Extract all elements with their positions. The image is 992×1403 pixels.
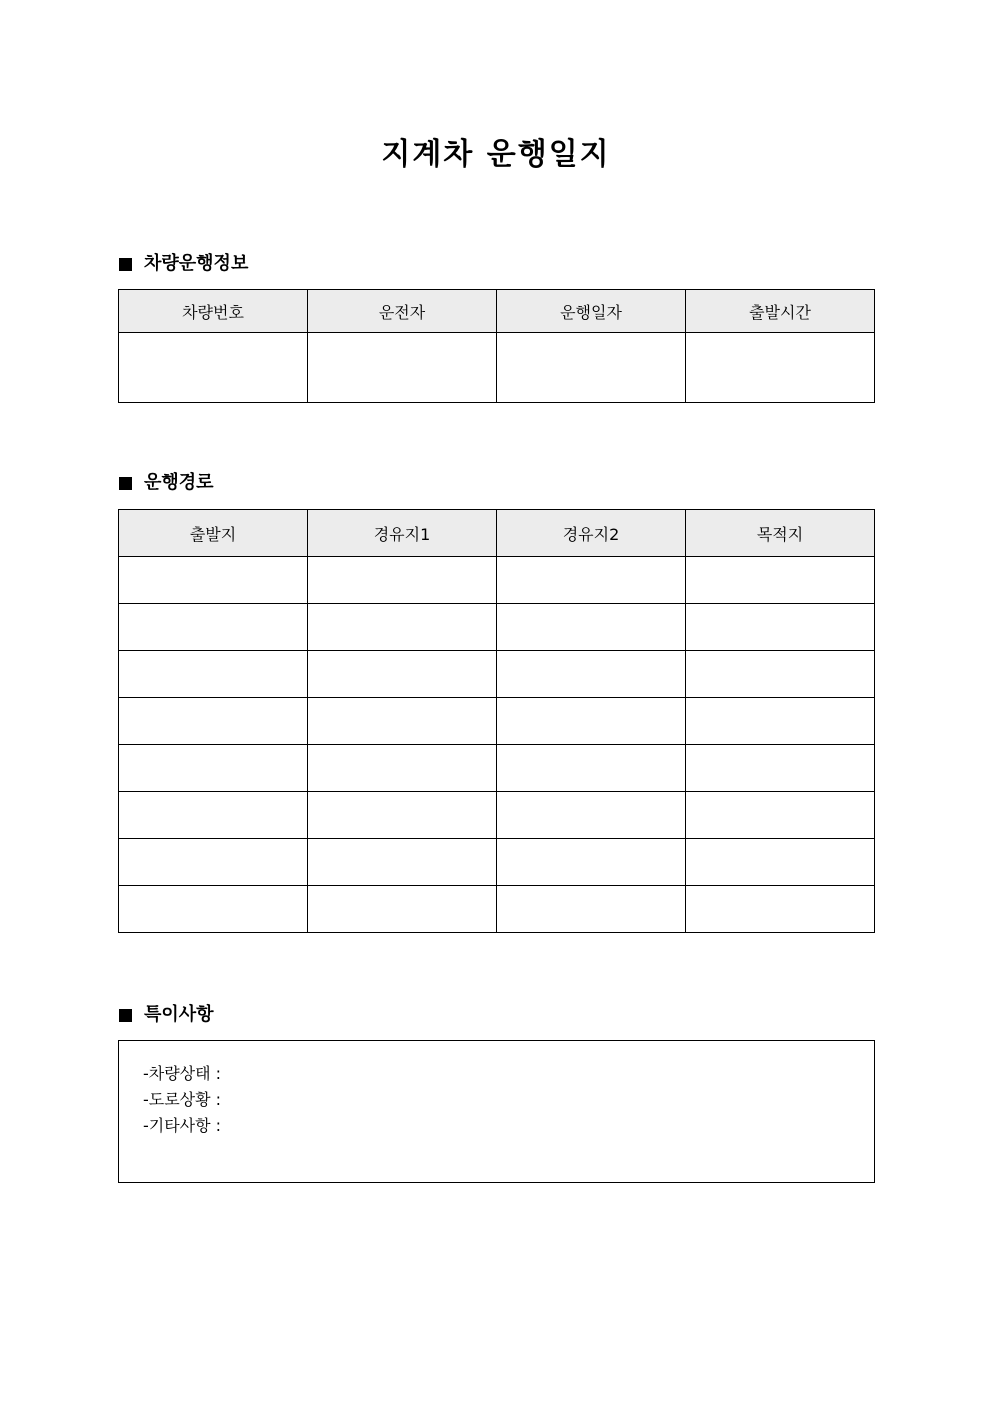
origin-cell[interactable] — [119, 792, 308, 839]
destination-cell[interactable] — [686, 651, 875, 698]
destination-cell[interactable] — [686, 557, 875, 604]
destination-cell[interactable] — [686, 886, 875, 933]
table-row — [119, 557, 875, 604]
departure-time-cell[interactable] — [686, 333, 875, 403]
vehicle-number-cell[interactable] — [119, 333, 308, 403]
driver-cell[interactable] — [308, 333, 497, 403]
operation-date-cell[interactable] — [497, 333, 686, 403]
destination-cell[interactable] — [686, 839, 875, 886]
route-header-row — [119, 510, 875, 557]
square-bullet-icon — [119, 477, 132, 490]
waypoint-1-cell[interactable] — [308, 839, 497, 886]
route-table — [118, 509, 875, 933]
column-header-destination: 목적지 — [686, 510, 875, 557]
waypoint-2-cell[interactable] — [497, 698, 686, 745]
destination-cell[interactable] — [686, 745, 875, 792]
vehicle-info-table — [118, 289, 875, 403]
table-row — [119, 698, 875, 745]
route-heading-label: 운행경로 — [144, 472, 214, 493]
waypoint-1-cell[interactable] — [308, 604, 497, 651]
square-bullet-icon — [119, 258, 132, 271]
waypoint-2-cell[interactable] — [497, 745, 686, 792]
destination-cell[interactable] — [686, 698, 875, 745]
waypoint-2-cell[interactable] — [497, 604, 686, 651]
column-header-departure-time: 출발시간 — [686, 290, 875, 333]
waypoint-2-cell[interactable] — [497, 557, 686, 604]
column-header-operation-date: 운행일자 — [497, 290, 686, 333]
origin-cell[interactable] — [119, 745, 308, 792]
column-header-driver: 운전자 — [308, 290, 497, 333]
origin-cell[interactable] — [119, 886, 308, 933]
vehicle-condition-line: -차량상태 : — [143, 1064, 222, 1083]
vehicle-info-heading — [119, 252, 248, 276]
route-heading — [119, 471, 214, 495]
origin-cell[interactable] — [119, 839, 308, 886]
column-header-waypoint-2: 경유지2 — [497, 510, 686, 557]
waypoint-1-cell[interactable] — [308, 651, 497, 698]
waypoint-1-cell[interactable] — [308, 745, 497, 792]
origin-cell[interactable] — [119, 651, 308, 698]
table-row — [119, 333, 875, 403]
table-row — [119, 839, 875, 886]
column-header-waypoint-1: 경유지1 — [308, 510, 497, 557]
other-matters-line: -기타사항 : — [143, 1116, 222, 1135]
table-row — [119, 745, 875, 792]
remarks-heading — [119, 1003, 214, 1027]
remarks-heading-label: 특이사항 — [144, 1004, 214, 1025]
column-header-origin: 출발지 — [119, 510, 308, 557]
road-condition-line: -도로상황 : — [143, 1090, 222, 1109]
waypoint-1-cell[interactable] — [308, 792, 497, 839]
origin-cell[interactable] — [119, 557, 308, 604]
column-header-vehicle-number: 차량번호 — [119, 290, 308, 333]
table-row — [119, 886, 875, 933]
table-row — [119, 604, 875, 651]
vehicle-info-header-row — [119, 290, 875, 333]
page-title: 지계차 운행일지 — [381, 137, 611, 172]
waypoint-1-cell[interactable] — [308, 886, 497, 933]
waypoint-2-cell[interactable] — [497, 886, 686, 933]
vehicle-info-heading-label: 차량운행정보 — [144, 253, 249, 274]
origin-cell[interactable] — [119, 604, 308, 651]
waypoint-1-cell[interactable] — [308, 698, 497, 745]
destination-cell[interactable] — [686, 604, 875, 651]
origin-cell[interactable] — [119, 698, 308, 745]
destination-cell[interactable] — [686, 792, 875, 839]
table-row — [119, 792, 875, 839]
waypoint-2-cell[interactable] — [497, 651, 686, 698]
remarks-box[interactable] — [118, 1040, 875, 1183]
waypoint-1-cell[interactable] — [308, 557, 497, 604]
square-bullet-icon — [119, 1009, 132, 1022]
waypoint-2-cell[interactable] — [497, 792, 686, 839]
waypoint-2-cell[interactable] — [497, 839, 686, 886]
table-row — [119, 651, 875, 698]
